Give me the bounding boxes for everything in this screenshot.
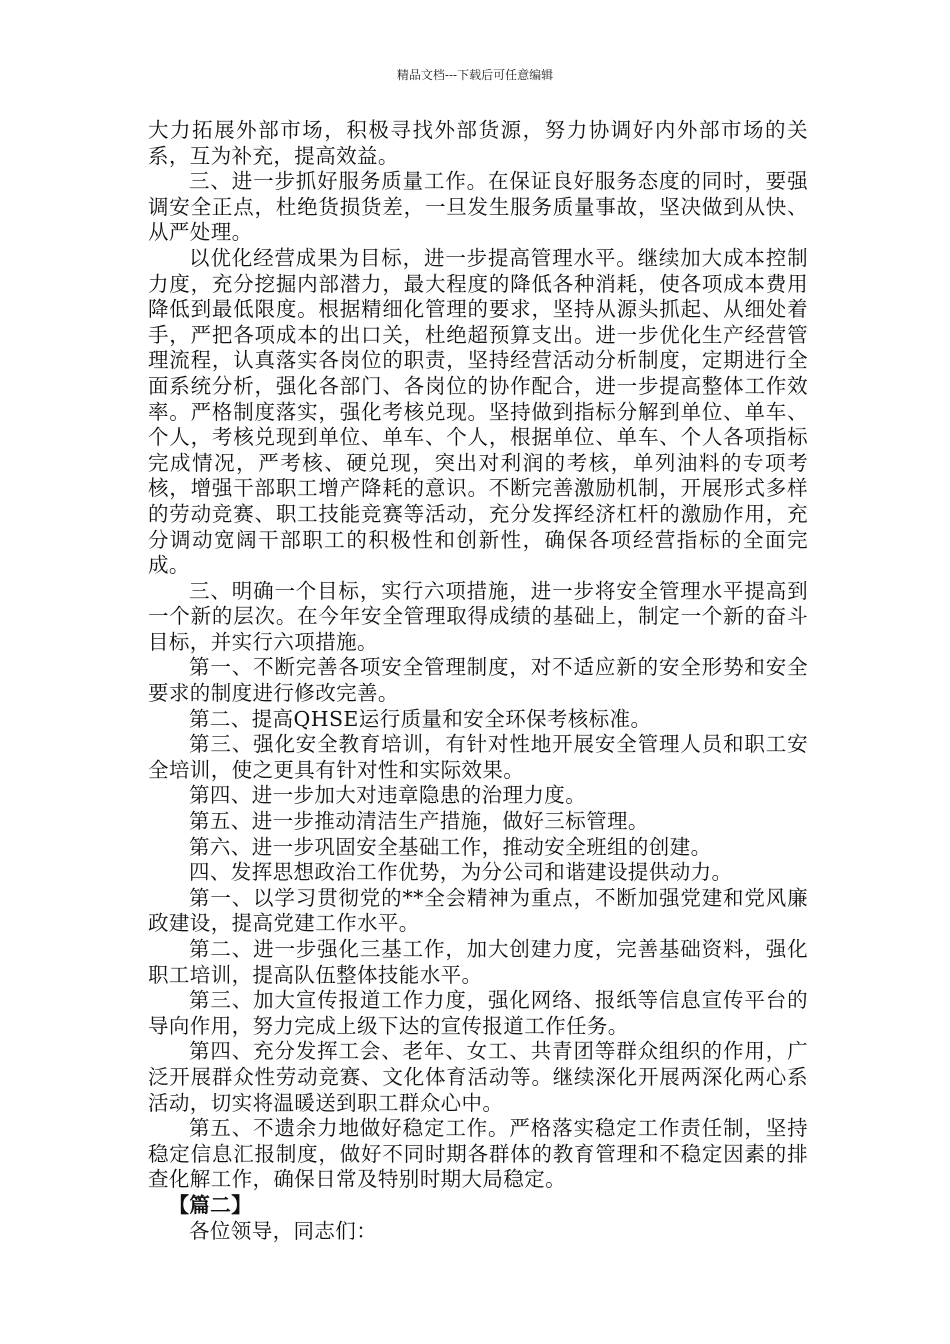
page-header-watermark: 精品文档---下载后可任意编辑 (396, 68, 554, 82)
paragraph-safety-measure-1: 第一、不断完善各项安全管理制度，对不适应新的安全形势和安全要求的制度进行修改完善。 (148, 655, 808, 706)
paragraph-safety-measure-6: 第六、进一步巩固安全基础工作，推动安全班组的创建。 (189, 834, 712, 859)
paragraph-political-item-3: 第三、加大宣传报道工作力度，强化网络、报纸等信息宣传平台的导向作用，努力完成上级下达的宣传报道工作任务。 (148, 988, 808, 1038)
paragraph-safety-measure-4: 第四、进一步加大对违章隐患的治理力度。 (189, 783, 587, 808)
paragraph-service-quality: 三、进一步抓好服务质量工作。在保证良好服务态度的同时，要强调安全正点，杜绝货损货差，一旦发生服务质量事故，坚决做到从快、从严处理。 (148, 169, 808, 245)
document-body (148, 118, 808, 1244)
paragraph-political-work: 四、发挥思想政治工作优势，为分公司和谐建设提供动力。 (189, 860, 733, 885)
paragraph-political-item-2: 第二、进一步强化三基工作，加大创建力度，完善基础资料，强化职工培训，提高队伍整体技能水平。 (148, 937, 808, 987)
paragraph-political-item-1: 第一、以学习贯彻党的**全会精神为重点，不断加强党建和党风廉政建设，提高党建工作水平。 (148, 885, 808, 936)
paragraph-management-level: 以优化经营成果为目标，进一步提高管理水平。继续加大成本控制力度，充分挖掘内部潜力，最大程度的降低各种消耗，使各项成本费用降低到最低限度。根据精细化管理的要求，坚持从源头抓起、从细处着手，严把各项成本的出口关，杜绝超预算支出。进一步优化生产经营管理流程，认真落实各岗位的职责，坚持经营活动分析制度，定期进行全面系统分析，强化各部门、各岗位的协作配合，进一步提高整体工作效率。严格制度落实，强化考核兑现。坚持做到指标分解到单位、单车、个人，考核兑现到单位、单车、个人，根据单位、单车、个人各项指标完成情况，严考核、硬兑现，突出对利润的考核，单列油料的专项考核，增强干部职工增产降耗的意识。不断完善激励机制，开展形式多样的劳动竞赛、职工技能竞赛等活动，充分发挥经济杠杆的激励作用，充分调动宽阔干部职工的积极性和创新性，确保各项经营指标的全面完成。 (148, 245, 808, 578)
paragraph-political-item-5: 第五、不遗余力地做好稳定工作。严格落实稳定工作责任制，坚持稳定信息汇报制度，做好不同时期各群体的教育管理和不稳定因素的排查化解工作，确保日常及特别时期大局稳定。 (148, 1116, 808, 1192)
paragraph-safety-measure-3: 第三、强化安全教育培训，有针对性地开展安全管理人员和职工安全培训，使之更具有针对性和实际效果。 (148, 732, 808, 782)
greeting-line: 各位领导，同志们： (189, 1218, 378, 1243)
paragraph-safety-goal: 三、明确一个目标，实行六项措施，进一步将安全管理水平提高到一个新的层次。在今年安全管理取得成绩的基础上，制定一个新的奋斗目标，并实行六项措施。 (148, 578, 808, 654)
paragraph-safety-measure-2: 第二、提高QHSE运行质量和安全环保考核标准。 (189, 706, 652, 731)
paragraph-political-item-4: 第四、充分发挥工会、老年、女工、共青团等群众组织的作用，广泛开展群众性劳动竞赛、文化体育活动等。继续深化开展两深化两心系活动，切实将温暖送到职工群众心中。 (148, 1039, 808, 1115)
paragraph-safety-measure-5: 第五、进一步推动清洁生产措施，做好三标管理。 (189, 809, 649, 834)
paragraph-market-expansion: 大力拓展外部市场，积极寻找外部货源，努力协调好内外部市场的关系，互为补充，提高效益。 (148, 118, 808, 168)
section-heading-part-two: 【篇二】 (168, 1192, 253, 1217)
